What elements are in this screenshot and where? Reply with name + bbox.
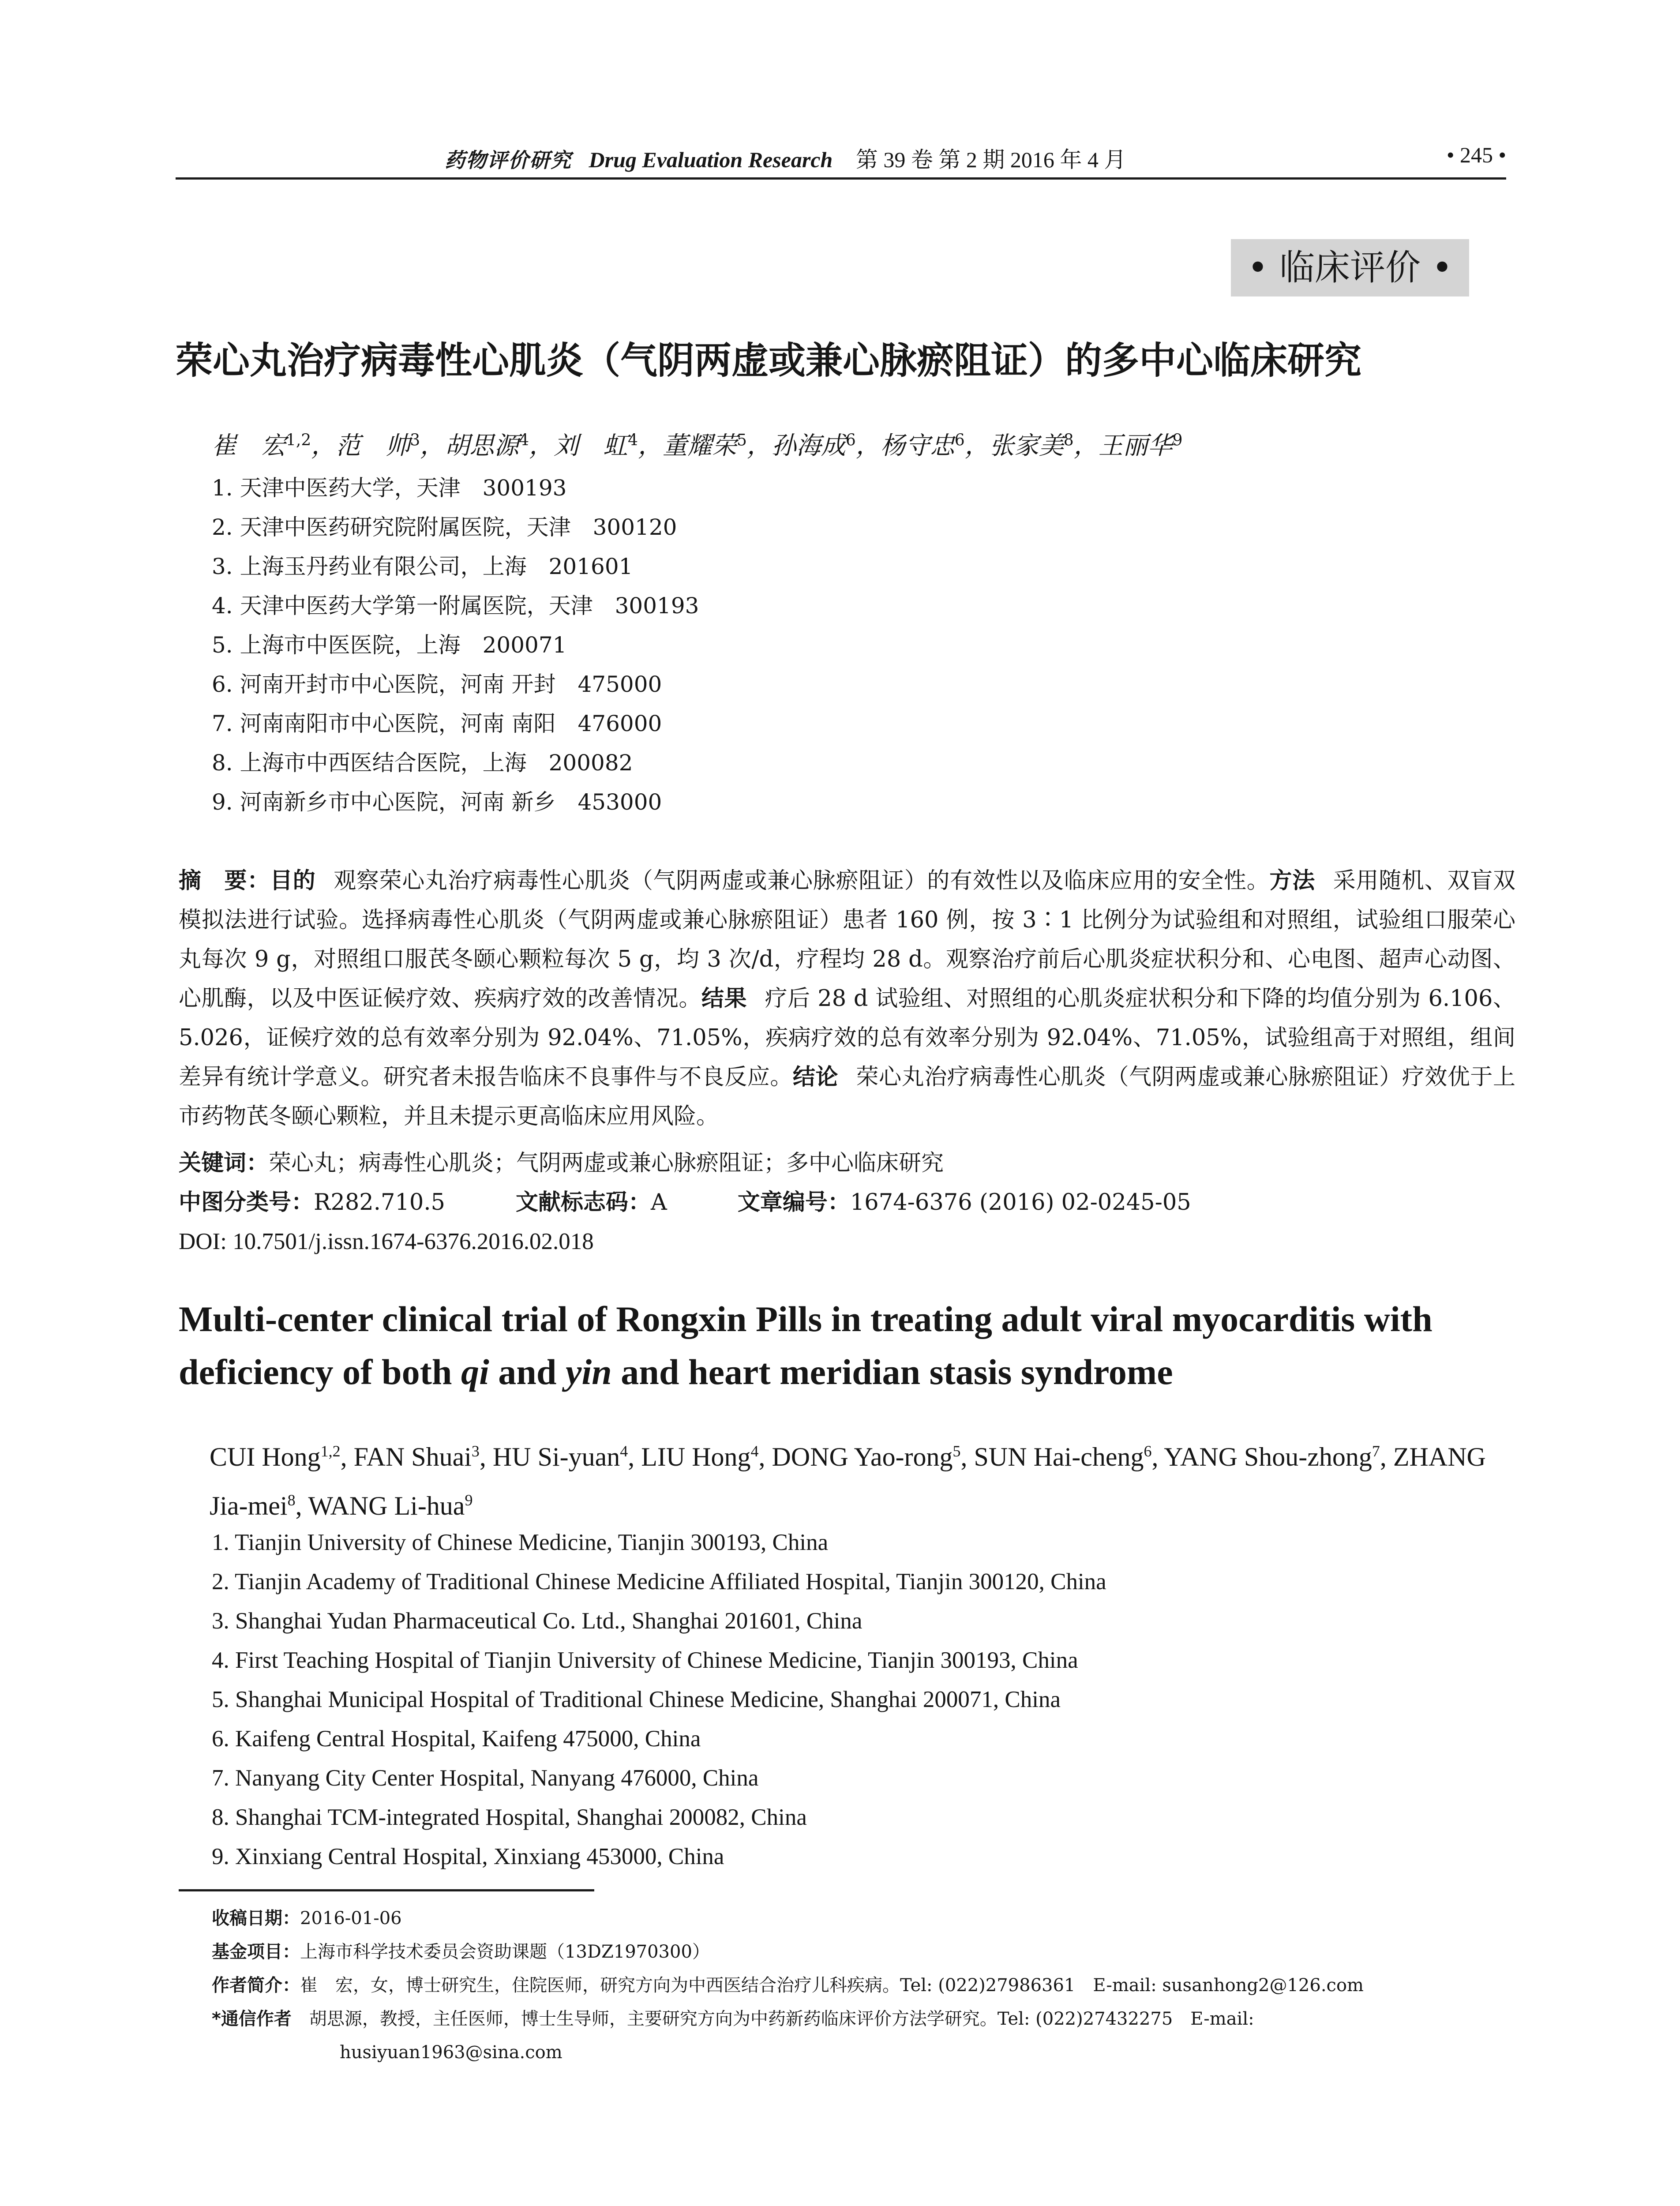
author-affiliation-marker: 8: [1063, 431, 1074, 449]
author-affiliation-marker: 4: [628, 431, 638, 449]
author: [881, 431, 965, 460]
author-name: 范 帅: [336, 431, 410, 460]
author-affiliation-marker: 4: [620, 1442, 628, 1460]
author-affiliation-marker: 1,2: [286, 431, 311, 449]
author-name: 崔 宏: [212, 431, 286, 460]
page-number: • 245 •: [1446, 143, 1506, 167]
author: [1099, 431, 1183, 460]
author-name: 刘 虹: [554, 431, 628, 460]
corr-email: husiyuan1963@sina.com: [340, 2042, 562, 2063]
methods-text: 采用随机、双盲双模拟法进行试验。选择病毒性心肌炎（气阴两虚或兼心脉瘀阻证）患者 160 例，按 3∶1 比例分为试验组和对照组，试验组口服荣心丸每次 9 g，对照组口服芪冬颐心颗粒每次 5 g，均 3 次/d，疗程均 28 d。观察治疗前后心肌炎症状积分和、心电图、超声心动图、心肌酶，以及中医证候疗效、疾病疗效的改善情况。: [179, 868, 1515, 1012]
abstract: [179, 861, 1515, 1136]
article-no-label: 文章编号：: [737, 1189, 850, 1216]
fund-value: 上海市科学技术委员会资助课题（13DZ1970300）: [300, 1942, 710, 1962]
author-name: 胡思源: [445, 431, 519, 460]
keywords-text: 荣心丸；病毒性心肌炎；气阴两虚或兼心脉瘀阻证；多中心临床研究: [269, 1150, 944, 1176]
author: [493, 1442, 628, 1471]
author-name: WANG Li-hua: [308, 1491, 465, 1520]
author-value: 崔 宏，女，博士研究生，住院医师，研究方向为中西医结合治疗儿科疾病。Tel: (022)27986361 E-mail: susanhong2@126.com: [300, 1975, 1364, 1996]
footnote-received: [212, 1902, 1518, 1935]
footnote-fund: [212, 1935, 1518, 1969]
author: [308, 1491, 473, 1520]
affiliation-item: 1. 天津中医药大学，天津 300193: [212, 475, 567, 501]
affiliations-en: [212, 1523, 1106, 1876]
results-text: 疗后 28 d 试验组、对照组的心肌炎症状积分和下降的均值分别为 6.106、5.026，证候疗效的总有效率分别为 92.04%、71.05%，疾病疗效的总有效率分别为 92.04%、71.05%，试验组高于对照组，组间差异有统计学意义。研究者未报告临床不良事件与不良反应。: [179, 986, 1515, 1090]
conclusion-label: 结论: [792, 1064, 838, 1090]
footnotes: [212, 1902, 1518, 2069]
journal-name-en: Drug Evaluation Research: [589, 147, 833, 172]
author-name: HU Si-yuan: [492, 1442, 620, 1471]
footnote-author: [212, 1969, 1518, 2002]
author: [990, 431, 1074, 460]
author: [445, 431, 529, 460]
author: [641, 1442, 758, 1471]
author: [336, 431, 420, 460]
author-affiliation-marker: 5: [952, 1442, 961, 1460]
keywords: [179, 1144, 944, 1183]
affiliation-item: 5. 上海市中医医院，上海 200071: [212, 632, 567, 658]
author-affiliation-marker: 5: [736, 431, 747, 449]
article-no-value: 1674-6376 (2016) 02-0245-05: [850, 1189, 1191, 1216]
author-affiliation-marker: 9: [465, 1491, 473, 1509]
affiliation-item: 7. Nanyang City Center Hospital, Nanyang 476000, China: [212, 1765, 759, 1791]
author: [1164, 1442, 1380, 1471]
affiliation-item: 5. Shanghai Municipal Hospital of Traditional Chinese Medicine, Shanghai 200071, China: [212, 1687, 1061, 1712]
affiliation-item: 2. 天津中医药研究院附属医院，天津 300120: [212, 514, 677, 540]
corr-value: 胡思源，教授，主任医师，博士生导师，主要研究方向为中药新药临床评价方法学研究。Tel: (022)27432275 E-mail:: [309, 2009, 1254, 2029]
received-value: 2016-01-06: [300, 1908, 402, 1928]
issue-info: 第 39 卷 第 2 期 2016 年 4 月: [855, 147, 1126, 172]
author: [974, 1442, 1152, 1471]
author: [772, 431, 856, 460]
methods-label: 方法: [1269, 868, 1316, 894]
title-en-part: and: [489, 1352, 566, 1392]
affiliation-item: 6. 河南开封市中心医院，河南 开封 475000: [212, 672, 662, 697]
affiliations-cn: [212, 469, 699, 822]
author-affiliation-marker: 3: [410, 431, 420, 449]
author-affiliation-marker: 9: [1172, 431, 1183, 449]
author-name: CUI Hong: [210, 1442, 321, 1471]
journal-header: [445, 142, 1126, 174]
author-name: YANG Shou-zhong: [1164, 1442, 1372, 1471]
doc-code-value: A: [651, 1189, 667, 1216]
author: [354, 1442, 480, 1471]
author: [663, 431, 747, 460]
objective-text: 观察荣心丸治疗病毒性心肌炎（气阴两虚或兼心脉瘀阻证）的有效性以及临床应用的安全性。: [333, 868, 1270, 894]
author: [210, 1442, 341, 1471]
title-en-part: Multi-center clinical trial of Rongxin Pills in treating adult viral myocarditis with deficiency of both: [179, 1299, 1432, 1392]
article-title-en: [179, 1293, 1520, 1399]
classification: [179, 1183, 1191, 1222]
conclusion-text: 荣心丸治疗病毒性心肌炎（气阴两虚或兼心脉瘀阻证）疗效优于上市药物芪冬颐心颗粒，并且未提示更高临床应用风险。: [179, 1064, 1515, 1129]
results-label: 结果: [701, 986, 747, 1012]
author: [554, 431, 638, 460]
affiliation-item: 4. First Teaching Hospital of Tianjin University of Chinese Medicine, Tianjin 300193, China: [212, 1647, 1078, 1673]
author-name: ZHANG Jia-mei: [210, 1442, 1486, 1520]
received-label: 收稿日期：: [212, 1908, 300, 1928]
affiliation-item: 8. 上海市中西医结合医院，上海 200082: [212, 750, 633, 776]
affiliation-item: 2. Tianjin Academy of Traditional Chinese Medicine Affiliated Hospital, Tianjin 300120, China: [212, 1569, 1106, 1594]
author-name: DONG Yao-rong: [772, 1442, 953, 1471]
author-affiliation-marker: 6: [845, 431, 856, 449]
affiliation-item: 9. Xinxiang Central Hospital, Xinxiang 453000, China: [212, 1844, 724, 1869]
affiliation-item: 4. 天津中医药大学第一附属医院，天津 300193: [212, 593, 699, 619]
header-rule: [176, 177, 1506, 180]
footnote-correspondence: [212, 2002, 1518, 2036]
affiliation-item: 8. Shanghai TCM-integrated Hospital, Shanghai 200082, China: [212, 1805, 807, 1830]
doc-code-label: 文献标志码：: [515, 1189, 651, 1216]
author-affiliation-marker: 6: [954, 431, 965, 449]
author-name: 董耀荣: [662, 431, 737, 460]
author-affiliation-marker: 8: [287, 1491, 296, 1509]
author: [212, 431, 311, 460]
footnote-correspondence-email: [212, 2036, 1518, 2069]
author-label: 作者简介：: [212, 1975, 300, 1996]
authors-cn: 崔 宏$^{1,2}$，范 帅$^3$，胡思源$^4$，刘 虹$^4$，董耀荣$^5$，孙海成$^6$，杨守忠$^6$，张家美$^8$，王丽华$^9$: [212, 431, 1183, 460]
author: [772, 1442, 961, 1471]
fund-label: 基金项目：: [212, 1942, 300, 1962]
author-affiliation-marker: 4: [519, 431, 529, 449]
author-affiliation-marker: 6: [1144, 1442, 1152, 1460]
author-name: 杨守忠: [880, 431, 955, 460]
affiliation-item: 7. 河南南阳市中心医院，河南 南阳 476000: [212, 711, 662, 736]
clc-value: R282.710.5: [314, 1189, 445, 1216]
author-affiliation-marker: 4: [750, 1442, 759, 1460]
title-en-qi: qi: [461, 1352, 489, 1392]
section-label: • 临床评价 •: [1231, 239, 1469, 296]
affiliation-item: 1. Tianjin University of Chinese Medicine, Tianjin 300193, China: [212, 1530, 829, 1555]
author-name: 王丽华: [1098, 431, 1173, 460]
author-affiliation-marker: 7: [1372, 1442, 1380, 1460]
author-affiliation-marker: 1,2: [320, 1442, 341, 1460]
article-title-cn: 荣心丸治疗病毒性心肌炎（气阴两虚或兼心脉瘀阻证）的多中心临床研究: [176, 339, 1362, 382]
footnote-rule: [179, 1889, 594, 1891]
doi: DOI: 10.7501/j.issn.1674-6376.2016.02.018: [179, 1229, 594, 1254]
affiliation-item: 3. 上海玉丹药业有限公司，上海 201601: [212, 554, 633, 579]
keywords-label: 关键词：: [179, 1150, 269, 1176]
affiliation-item: 3. Shanghai Yudan Pharmaceutical Co. Ltd., Shanghai 201601, China: [212, 1608, 862, 1634]
author-name: FAN Shuai: [353, 1442, 472, 1471]
running-header: [176, 142, 1506, 177]
corr-label: *通信作者: [212, 2009, 292, 2029]
abstract-label: 摘 要：: [179, 868, 270, 894]
author-name: 孙海成: [771, 431, 846, 460]
author-name: 张家美: [989, 431, 1064, 460]
objective-label: 目的: [270, 868, 316, 894]
journal-logo: 药物评价研究: [445, 149, 572, 172]
author-affiliation-marker: 3: [471, 1442, 480, 1460]
affiliation-item: 9. 河南新乡市中心医院，河南 新乡 453000: [212, 789, 662, 815]
author-name: LIU Hong: [641, 1442, 751, 1471]
authors-en: CUI Hong$^{1,2}$, FAN Shuai$^3$, HU Si-yuan$^4$, LIU Hong$^4$, DONG Yao-rong$^5$, SUN Hai-cheng$^6$, YANG Shou-zhong$^7$, ZHANG Jia-mei$^8$, WANG Li-hua$^9$: [210, 1442, 1486, 1520]
author-name: SUN Hai-cheng: [974, 1442, 1144, 1471]
clc-label: 中图分类号：: [179, 1189, 314, 1216]
title-en-part: and heart meridian stasis syndrome: [611, 1352, 1173, 1392]
affiliation-item: 6. Kaifeng Central Hospital, Kaifeng 475000, China: [212, 1726, 701, 1752]
title-en-yin: yin: [566, 1352, 612, 1392]
